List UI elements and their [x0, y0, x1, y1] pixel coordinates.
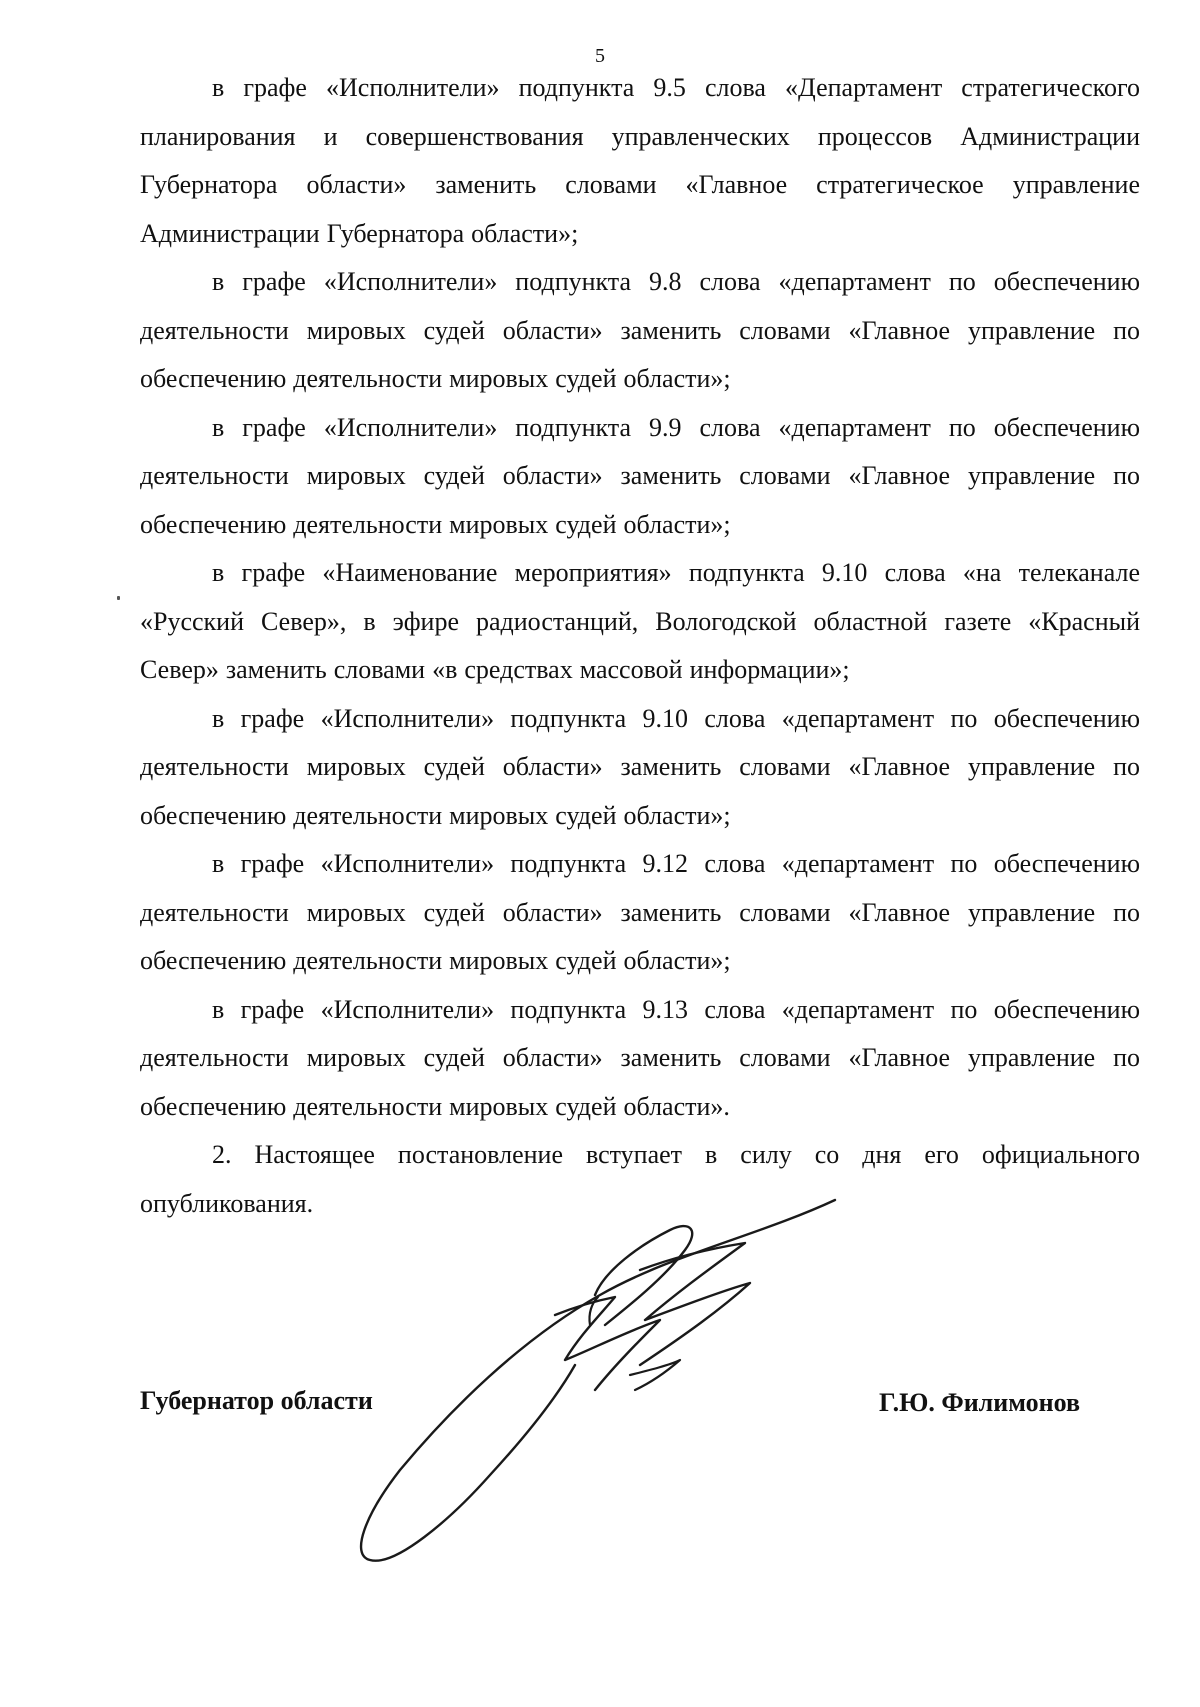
paragraph-item-9-8: в графе «Исполнители» подпункта 9.8 слова «департамент по обеспечению деятельности мировых судей области» заменить словами «Главное управление по обеспечению деятельности мировых судей области»; [140, 267, 1140, 393]
scan-speck [117, 596, 120, 600]
signature-flourish [630, 1360, 680, 1390]
signature-main-stroke [361, 1200, 835, 1561]
signature-zigzag-2 [640, 1243, 750, 1365]
paragraph-effective-date: 2. Настоящее постановление вступает в силу со дня его официального опубликования. [140, 1140, 1140, 1218]
signature-upper-stroke [595, 1226, 692, 1325]
signer-position: Губернатор области [140, 1386, 373, 1415]
paragraph-item-9-12: в графе «Исполнители» подпункта 9.12 слова «департамент по обеспечению деятельности мировых судей области» заменить словами «Главное управление по обеспечению деятельности мировых судей области»; [140, 849, 1140, 975]
document-body [140, 64, 1140, 1228]
signature-zigzag-1 [555, 1297, 660, 1390]
paragraph-item-9-5: в графе «Исполнители» подпункта 9.5 слова «Департамент стратегического планирования и совершенствования управленческих процессов Администрации Губернатора области» заменить словами «Главное стратегическое управление Администрации Губернатора области»; [140, 73, 1140, 248]
handwritten-signature [340, 1175, 940, 1565]
paragraph-item-9-13: в графе «Исполнители» подпункта 9.13 слова «департамент по обеспечению деятельности мировых судей области» заменить словами «Главное управление по обеспечению деятельности мировых судей области». [140, 994, 1140, 1121]
paragraph-item-9-9: в графе «Исполнители» подпункта 9.9 слова «департамент по обеспечению деятельности мировых судей области» заменить словами «Главное управление по обеспечению деятельности мировых судей области»; [140, 412, 1140, 539]
page-number: 5 [595, 45, 605, 67]
paragraph-item-9-10-name: в графе «Наименование мероприятия» подпункта 9.10 слова «на телеканале «Русский Север», в эфире радиостанций, Вологодской областной газете «Красный Север» заменить словами «в средствах массовой информации»; [140, 558, 1140, 684]
signer-name: Г.Ю. Филимонов [878, 1388, 1080, 1417]
paragraph-item-9-10-executors: в графе «Исполнители» подпункта 9.10 слова «департамент по обеспечению деятельности мировых судей области» заменить словами «Главное управление по обеспечению деятельности мировых судей области»; [140, 703, 1140, 830]
